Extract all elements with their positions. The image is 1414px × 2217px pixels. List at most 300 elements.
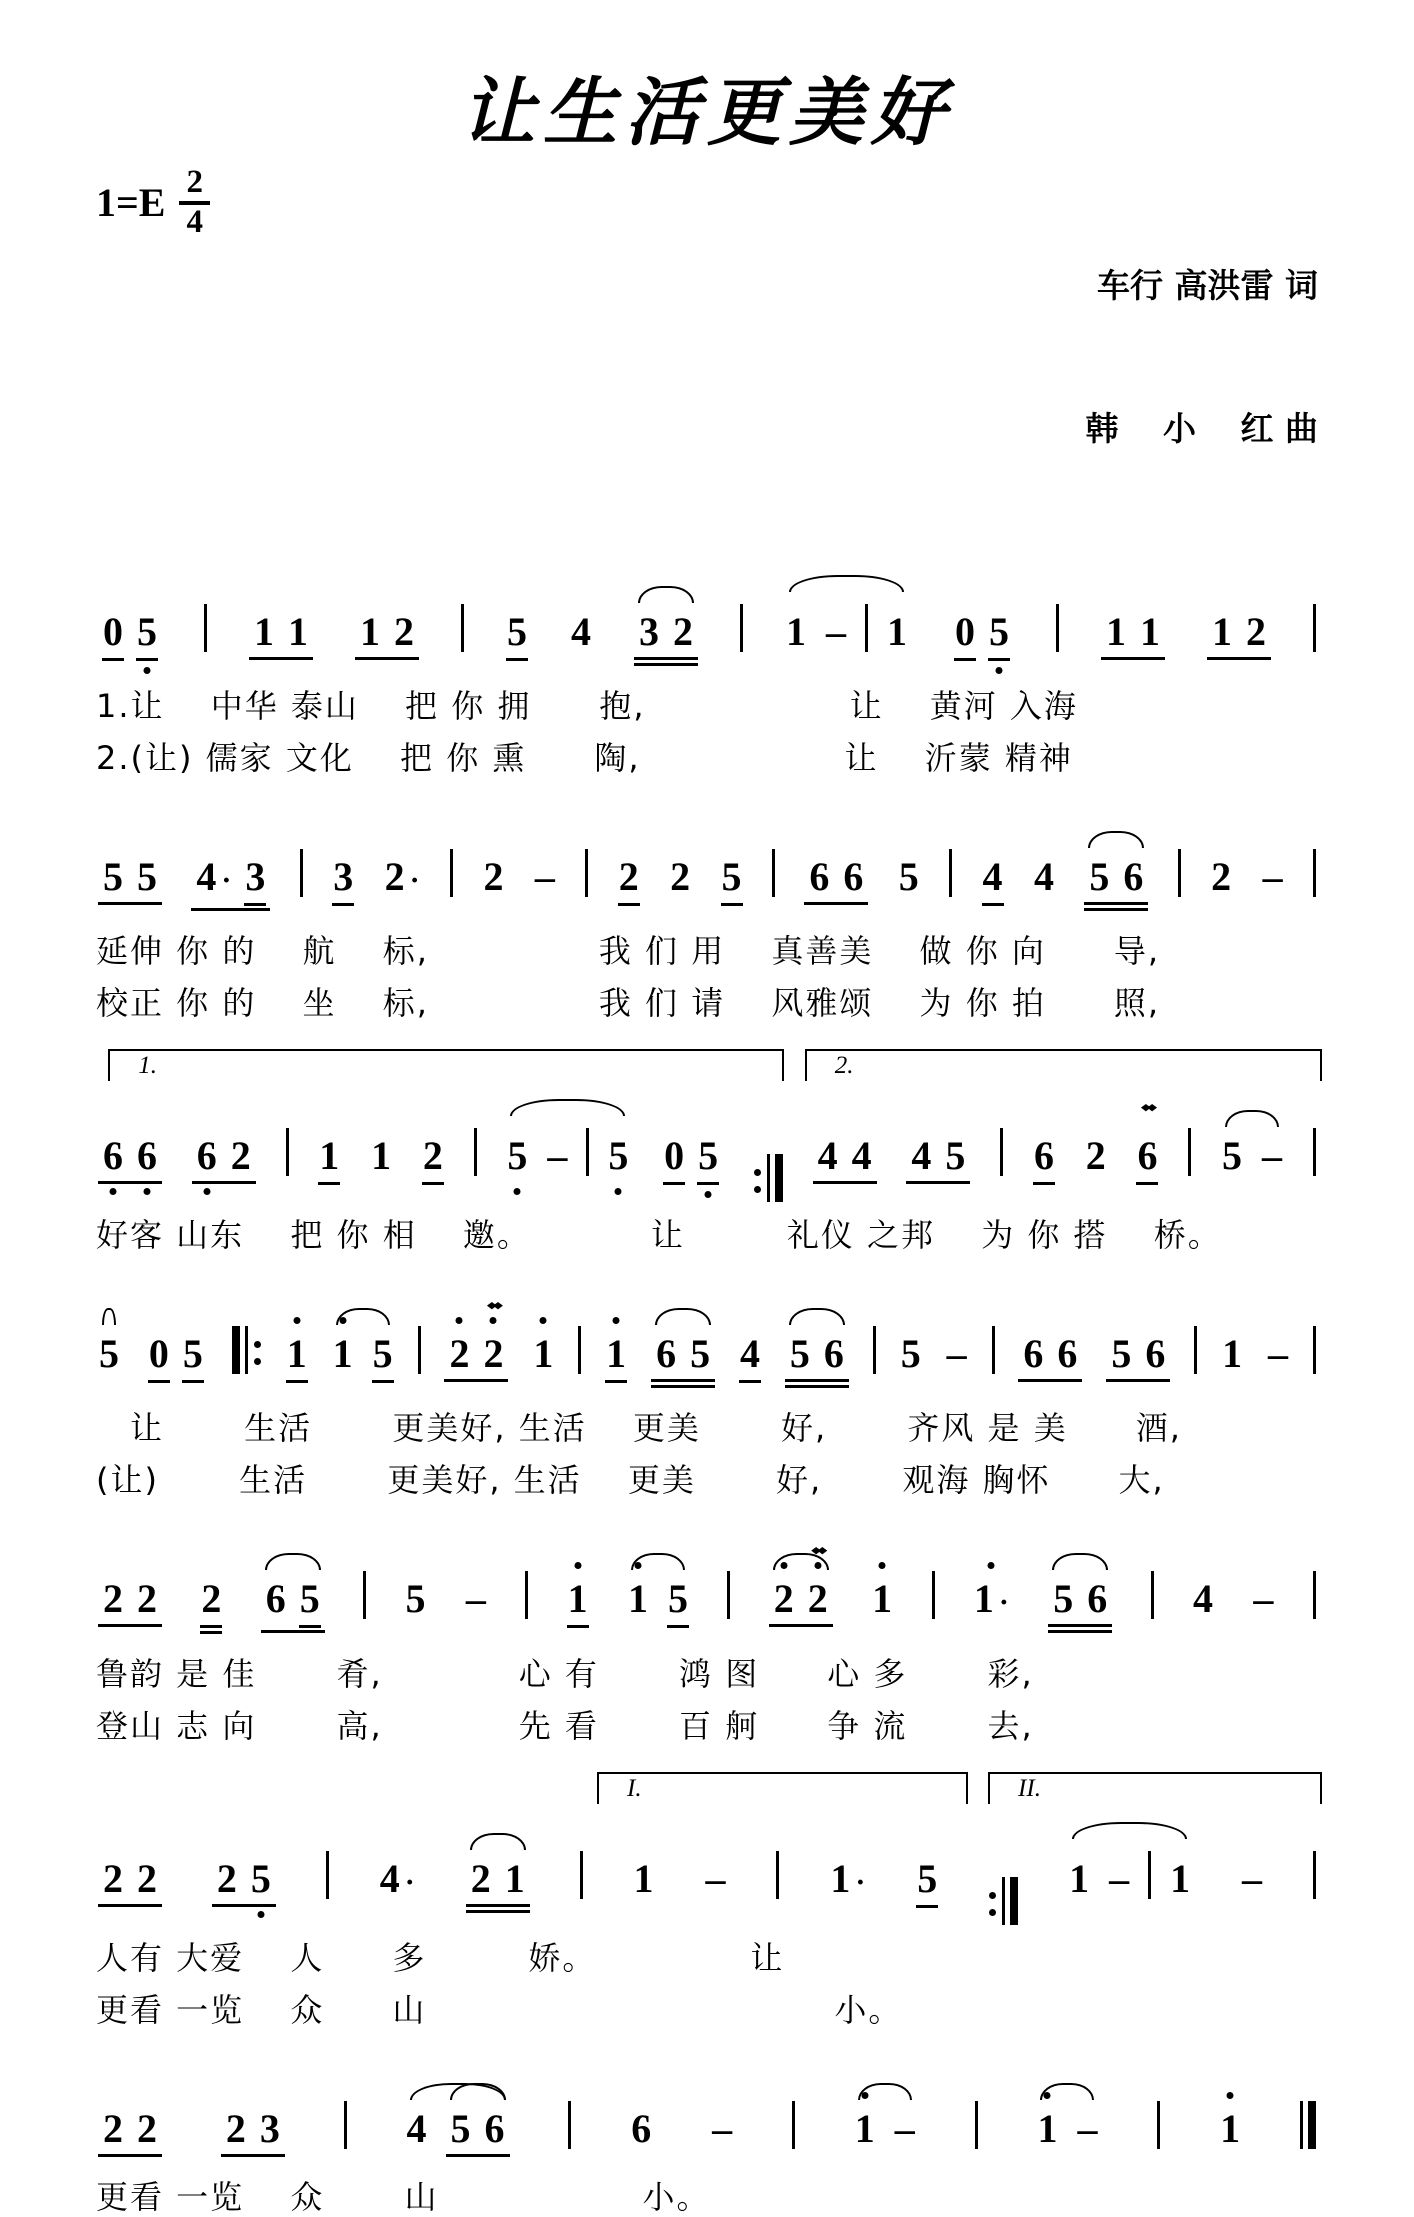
note-digit: 4 <box>982 853 1003 899</box>
note-digit: 5 <box>608 1132 629 1178</box>
note-digit: 6 <box>656 1330 677 1376</box>
note-group <box>192 1132 256 1184</box>
note-digit: 1 <box>1222 1330 1243 1376</box>
note-digit: 1 <box>254 608 274 654</box>
note-digit: 5 <box>137 853 157 899</box>
volta-label: 1. <box>138 1051 157 1079</box>
dash-note: – <box>705 1855 726 1901</box>
note <box>1169 1855 1191 1902</box>
lyric-line: 1.让 中华 泰山 把 你 拥 抱, 让 黄河 入海 <box>96 686 1078 725</box>
note-digit: 1 <box>628 1575 648 1621</box>
lyric-line: 让 生活 更美好, 生活 更美 好, 齐风 是 美 酒, <box>96 1408 1182 1447</box>
dash-note: – <box>1262 853 1283 899</box>
dash-note: – <box>1077 2105 1098 2151</box>
barline-thin <box>1157 2101 1160 2149</box>
thin-barline <box>1000 1128 1003 1176</box>
lyric-line: 好客 山东 把 你 相 邀。 让 礼仪 之邦 为 你 搭 桥。 <box>96 1215 1222 1254</box>
barline-thin <box>586 1128 589 1176</box>
system-2 <box>96 804 1318 1023</box>
slur-arc <box>1052 1553 1108 1570</box>
note-group <box>191 853 270 911</box>
note-digit: 1 <box>973 1575 994 1621</box>
note-digit: 1 <box>319 1132 340 1178</box>
note-group <box>659 1132 723 1187</box>
octave-dot-below <box>615 1188 622 1195</box>
note <box>851 1132 873 1179</box>
tie-arc <box>510 1099 625 1116</box>
note-group <box>261 1575 325 1633</box>
note-digit: 4 <box>379 1855 400 1901</box>
volta-label: 2. <box>834 1051 854 1079</box>
note-group <box>221 2105 285 2157</box>
mordent-icon: ◆◆ <box>811 1544 824 1556</box>
note <box>910 1132 932 1179</box>
dash-note: – <box>894 2105 915 2151</box>
repeat-dot <box>989 1909 996 1916</box>
note-digit: 5 <box>372 1330 393 1376</box>
note <box>136 1132 158 1179</box>
augmentation-dot: · <box>855 1865 866 1899</box>
note-digit: 2 <box>137 2105 157 2151</box>
thin-barline <box>568 2101 571 2149</box>
note-digit: 2 <box>449 1330 470 1376</box>
note-digit: 6 <box>137 1132 157 1178</box>
thin-barline <box>1157 2101 1160 2149</box>
note-digit: 6 <box>1023 1330 1044 1376</box>
barline-thin <box>363 1571 366 1619</box>
note <box>721 853 743 906</box>
note-digit: 0 <box>664 1132 685 1178</box>
mordent-icon: ◆◆ <box>1141 1101 1154 1113</box>
augmentation-dot: · <box>998 1585 1009 1619</box>
octave-dot-above <box>1044 2092 1051 2099</box>
lyric-line: 校正 你 的 坐 标, 我 们 请 风雅颂 为 你 拍 照, <box>96 983 1161 1022</box>
note <box>1122 853 1144 900</box>
tie-span <box>332 1330 394 1383</box>
repeat-dots <box>254 1341 261 1365</box>
note <box>1105 608 1127 655</box>
note <box>1085 1132 1107 1179</box>
notes-row <box>96 1281 1318 1396</box>
note-group <box>144 1330 208 1385</box>
tie-span <box>98 1330 120 1377</box>
note-digit: 6 <box>484 2105 505 2151</box>
octave-dot-below <box>144 1188 151 1195</box>
note-digit: 4 <box>196 853 217 899</box>
tie-span <box>506 1121 629 1179</box>
system-4 <box>96 1281 1318 1500</box>
note-digit: 6 <box>265 1575 286 1621</box>
note-digit: 3 <box>245 853 266 899</box>
note <box>1192 1575 1214 1622</box>
octave-dot-below <box>996 667 1003 674</box>
note-digit: 2 <box>394 608 414 654</box>
thin-barline <box>586 1128 589 1176</box>
note <box>1056 1330 1078 1377</box>
thin-barline <box>873 1326 876 1374</box>
thin-barline <box>1056 604 1059 652</box>
note-digit: 5 <box>103 853 123 899</box>
note-digit: 2 <box>1246 608 1266 654</box>
note <box>829 1855 866 1902</box>
note <box>1144 1330 1166 1377</box>
barline-thin <box>1313 1571 1316 1619</box>
note-group <box>98 1855 162 1907</box>
note-digit: 1 <box>1106 608 1126 654</box>
note <box>638 608 660 655</box>
note <box>1211 608 1233 655</box>
barline-thin <box>474 1128 477 1176</box>
octave-dot-above <box>1227 2092 1234 2099</box>
tie-span <box>261 1575 325 1633</box>
note-digit: 2 <box>618 853 639 899</box>
note <box>1036 2105 1058 2152</box>
mordent-icon: ◆◆ <box>487 1299 500 1311</box>
note-group <box>1048 1575 1112 1633</box>
note <box>954 608 976 661</box>
lyricist-credit: 车行 高洪雷 词 <box>1097 265 1318 305</box>
key-time-signature <box>96 166 210 239</box>
thin-barline <box>1188 1128 1191 1176</box>
note <box>988 608 1010 661</box>
repeat-dots <box>989 1892 996 1916</box>
note <box>886 608 908 655</box>
score-body <box>96 559 1318 2217</box>
note <box>916 1855 938 1908</box>
note-group <box>98 1132 162 1184</box>
note <box>200 1575 222 1634</box>
barline-repeat-end <box>753 1154 783 1202</box>
note-digit: 5 <box>507 1132 528 1178</box>
note <box>136 1575 158 1622</box>
note <box>470 1855 492 1902</box>
repeat-dot <box>254 1341 261 1348</box>
volta-bracket <box>805 1049 1322 1081</box>
tie-span <box>627 1575 689 1628</box>
note <box>808 853 830 900</box>
note <box>379 1855 416 1902</box>
volta-bracket <box>988 1772 1322 1804</box>
barline-thin <box>450 849 453 897</box>
note <box>817 1132 839 1179</box>
barline-thin <box>418 1326 421 1374</box>
thin-barline <box>578 1326 581 1374</box>
barline-thin <box>1148 1851 1151 1899</box>
tie-arc <box>1225 1110 1279 1127</box>
note-digit: 2 <box>483 853 504 899</box>
octave-dot-below <box>257 1911 264 1918</box>
note-digit: 1 <box>1170 1855 1191 1901</box>
note-digit: 5 <box>898 853 919 899</box>
dash-note: – <box>712 2105 733 2151</box>
note-digit: 1 <box>371 1132 392 1178</box>
thick-barline <box>1308 2101 1316 2149</box>
lyric-line: (让) 生活 更美好, 生活 更美 好, 观海 胸怀 大, <box>96 1460 1165 1499</box>
note <box>823 1330 845 1377</box>
note-digit: 2 <box>216 1855 237 1901</box>
composer-credit: 韩 小 红 曲 <box>1085 409 1318 449</box>
note <box>265 1575 287 1622</box>
note-digit: 6 <box>843 853 864 899</box>
thick-barline <box>775 1154 783 1202</box>
note-digit: 6 <box>1123 853 1144 899</box>
note <box>1068 1855 1090 1902</box>
note <box>1033 853 1055 900</box>
thin-barline <box>525 1571 528 1619</box>
thin-barline <box>1313 1128 1316 1176</box>
note <box>253 608 275 655</box>
note <box>216 1855 238 1902</box>
note-digit: 5 <box>917 1855 938 1901</box>
barline-thin <box>525 1571 528 1619</box>
note <box>842 853 864 900</box>
barline-thin <box>727 1571 730 1619</box>
barline-thin <box>578 1326 581 1374</box>
note-group <box>906 1132 970 1184</box>
repeat-dots <box>754 1169 761 1193</box>
octave-dot-below <box>705 1191 712 1198</box>
note-digit: 2 <box>201 1575 222 1621</box>
note <box>1052 1575 1074 1622</box>
note-digit: 6 <box>823 1330 844 1376</box>
note-digit: 1 <box>567 1575 588 1621</box>
note-digit: 3 <box>639 608 659 654</box>
barline-thin <box>949 849 952 897</box>
note <box>405 1575 427 1622</box>
repeat-dot <box>989 1892 996 1899</box>
thick-barline <box>1010 1877 1018 1925</box>
note-digit: 4 <box>406 2105 427 2151</box>
thin-barline <box>792 2101 795 2149</box>
slur-arc <box>470 1833 526 1850</box>
barline-thin <box>585 849 588 897</box>
note <box>230 1132 252 1179</box>
note-digit: 3 <box>259 2105 280 2151</box>
dash-note: – <box>534 853 555 899</box>
note-digit: 0 <box>148 1330 169 1376</box>
note <box>484 2105 506 2152</box>
note <box>299 1575 321 1628</box>
thin-barline <box>992 1326 995 1374</box>
note-digit: 5 <box>945 1132 966 1178</box>
note-digit: 1 <box>633 1855 654 1901</box>
note <box>504 1855 526 1902</box>
key-signature: 1=E <box>96 180 166 226</box>
note-digit: 2 <box>103 2105 123 2151</box>
barline-thin <box>286 1128 289 1176</box>
octave-dot-above <box>988 1562 995 1569</box>
note <box>618 853 640 906</box>
note <box>359 608 381 655</box>
thin-barline <box>1002 1877 1005 1925</box>
note <box>944 1132 966 1179</box>
tie-span <box>785 597 908 655</box>
note-digit: 5 <box>507 608 527 654</box>
note-digit: 1 <box>830 1855 851 1901</box>
thin-barline <box>975 2101 978 2149</box>
note <box>669 853 691 900</box>
note-digit: 5 <box>789 1330 810 1376</box>
thin-barline <box>772 849 775 897</box>
note-digit: 1 <box>887 608 907 654</box>
octave-dot-above <box>293 1317 300 1324</box>
octave-dot-below <box>203 1188 210 1195</box>
barline-thin <box>326 1851 329 1899</box>
note-group <box>1207 608 1271 660</box>
barline-thin <box>1056 604 1059 652</box>
note <box>789 1330 811 1377</box>
note <box>422 1132 444 1185</box>
time-signature <box>179 166 210 239</box>
barline-thin <box>740 604 743 652</box>
note-digit: 1 <box>360 608 380 654</box>
thin-barline <box>949 849 952 897</box>
barline-thin <box>975 2101 978 2149</box>
octave-dot-above <box>814 1562 821 1569</box>
note <box>982 853 1004 906</box>
note <box>773 1575 795 1622</box>
barline-thin <box>932 1571 935 1619</box>
repeat-dot <box>754 1169 761 1176</box>
note <box>532 1330 554 1377</box>
note <box>785 608 807 655</box>
repeat-dot <box>254 1358 261 1365</box>
note <box>136 1855 158 1902</box>
slur-arc <box>638 586 694 603</box>
note-digit: 2 <box>103 1855 123 1901</box>
note <box>1221 1330 1243 1377</box>
note-digit: 1 <box>854 2105 875 2151</box>
note-group <box>446 2105 510 2157</box>
thin-barline <box>865 604 868 652</box>
note <box>225 2105 247 2152</box>
note <box>1033 1132 1055 1185</box>
octave-dot-above <box>574 1562 581 1569</box>
note-group <box>212 1855 276 1907</box>
note-digit: 5 <box>1053 1575 1074 1621</box>
volta-label: II. <box>1018 1774 1041 1802</box>
note-digit: 5 <box>99 1330 119 1376</box>
note-digit: 6 <box>1137 1132 1158 1178</box>
barline-repeat-end <box>988 1877 1018 1925</box>
note-group <box>1018 1330 1082 1382</box>
barline-thin <box>1194 1326 1197 1374</box>
thin-barline <box>474 1128 477 1176</box>
note-digit: 2 <box>773 1575 794 1621</box>
note-digit: 1 <box>286 1330 307 1376</box>
system-5 <box>96 1526 1318 1746</box>
slur-arc <box>789 1308 845 1325</box>
thin-barline <box>344 2101 347 2149</box>
note <box>1110 1330 1132 1377</box>
note-digit: 6 <box>1087 1575 1108 1621</box>
note-digit: 0 <box>103 608 123 654</box>
barline-thin <box>1313 1851 1316 1899</box>
note-digit: 4 <box>911 1132 932 1178</box>
note <box>1139 608 1161 655</box>
note <box>102 1855 124 1902</box>
thin-barline <box>326 1851 329 1899</box>
note-digit: 3 <box>333 853 354 899</box>
note-group <box>98 1575 162 1627</box>
tie-arc <box>1072 1822 1187 1839</box>
note <box>689 1330 711 1377</box>
barline-thin <box>992 1326 995 1374</box>
note <box>1022 1330 1044 1377</box>
note <box>898 853 920 900</box>
lyric-line: 鲁韵 是 佳 肴, 心 有 鸿 图 心 多 彩, <box>96 1654 1034 1693</box>
note-digit: 1 <box>288 608 308 654</box>
thin-barline <box>1148 1851 1151 1899</box>
augmentation-dot: · <box>404 1865 415 1899</box>
thin-barline <box>580 1851 583 1899</box>
barline-thin <box>776 1851 779 1899</box>
note <box>332 1330 354 1377</box>
note <box>667 1575 689 1628</box>
note-group <box>950 608 1014 663</box>
note <box>370 1132 392 1179</box>
note <box>332 853 354 906</box>
note-digit: 2 <box>1085 1132 1106 1178</box>
note <box>102 2105 124 2152</box>
note-group <box>651 1330 715 1388</box>
barline-thin <box>300 849 303 897</box>
note <box>102 1575 124 1622</box>
thin-barline <box>1313 1851 1316 1899</box>
thin-barline <box>1313 604 1316 652</box>
note <box>506 1132 528 1179</box>
note-digit: 6 <box>103 1132 123 1178</box>
barline-thin <box>344 2101 347 2149</box>
thin-barline <box>1313 849 1316 897</box>
thin-barline <box>461 604 464 652</box>
lyric-line: 人有 大爱 人 多 娇。 让 <box>96 1938 785 1977</box>
note <box>286 1330 308 1383</box>
tie-span <box>1221 1132 1283 1179</box>
note-group <box>444 1299 508 1382</box>
note-group <box>1084 853 1148 911</box>
note-digit: 5 <box>900 1330 921 1376</box>
note-digit: 6 <box>809 853 830 899</box>
note-digit: 5 <box>450 2105 471 2151</box>
note <box>136 853 158 900</box>
note-group <box>634 608 698 666</box>
note <box>1088 853 1110 900</box>
octave-dot-below <box>144 667 151 674</box>
notes-row <box>96 2056 1318 2165</box>
tie-arc <box>265 1553 321 1570</box>
credits <box>1086 166 1318 549</box>
note-digit: 2 <box>483 1330 504 1376</box>
note <box>663 1132 685 1185</box>
note <box>136 608 158 661</box>
thin-barline <box>767 1154 770 1202</box>
octave-dot-above <box>861 2092 868 2099</box>
note-digit: 4 <box>817 1132 838 1178</box>
note <box>567 1575 589 1628</box>
note <box>739 1330 761 1383</box>
note-digit: 0 <box>955 608 975 654</box>
dash-note: – <box>1242 1855 1263 1901</box>
note-digit: 1 <box>504 1855 525 1901</box>
note <box>973 1575 1010 1622</box>
thin-barline <box>1151 1571 1154 1619</box>
note-digit: 2 <box>1211 853 1232 899</box>
sheet-music <box>96 54 1318 2217</box>
note-digit: 5 <box>1222 1132 1243 1178</box>
notes-row <box>96 1526 1318 1642</box>
note <box>627 1575 649 1622</box>
